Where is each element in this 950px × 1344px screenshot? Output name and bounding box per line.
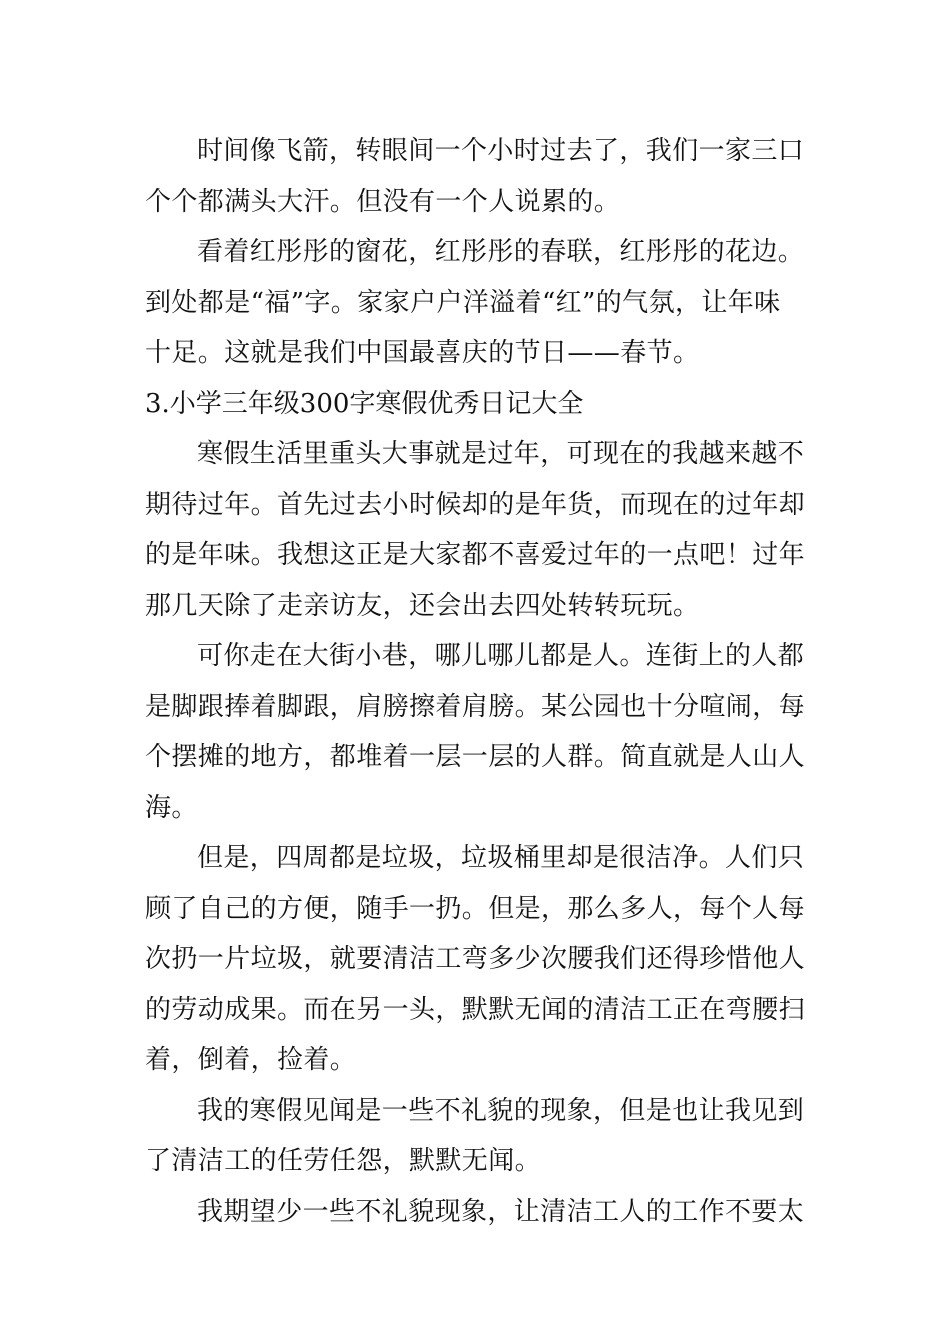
paragraph-1: 时间像飞箭，转眼间一个小时过去了，我们一家三口个个都满头大汗。但没有一个人说累的。 — [145, 136, 805, 217]
document-page — [145, 126, 805, 1237]
section-heading: 3.小学三年级300字寒假优秀日记大全 — [145, 388, 584, 419]
paragraph-3: 寒假生活里重头大事就是过年，可现在的我越来越不期待过年。首先过去小时候却的是年货，而现在的过年却的是年味。我想这正是大家都不喜爱过年的一点吧！过年那几天除了走亲访友，还会出去四处转转玩玩。 — [145, 439, 806, 621]
paragraph-7: 我期望少一些不礼貌现象，让清洁工人的工作不要太 — [197, 1196, 805, 1227]
paragraph-5: 但是，四周都是垃圾，垃圾桶里却是很洁净。人们只顾了自己的方便，随手一扔。但是，那么多人，每个人每次扔一片垃圾，就要清洁工弯多少次腰我们还得珍惜他人的劳动成果。而在另一头，默默无闻的清洁工正在弯腰扫着，倒着，捡着。 — [145, 843, 806, 1075]
paragraph-6: 我的寒假见闻是一些不礼貌的现象，但是也让我见到了清洁工的任劳任怨，默默无闻。 — [145, 1095, 805, 1176]
paragraph-2: 看着红彤彤的窗花，红彤彤的春联，红彤彤的花边。到处都是“福”字。家家户户洋溢着“红”的气氛，让年味十足。这就是我们中国最喜庆的节日——春节。 — [145, 237, 805, 368]
paragraph-4: 可你走在大街小巷，哪儿哪儿都是人。连街上的人都是脚跟捧着脚跟，肩膀擦着肩膀。某公园也十分喧闹，每个摆摊的地方，都堆着一层一层的人群。简直就是人山人海。 — [145, 641, 806, 823]
